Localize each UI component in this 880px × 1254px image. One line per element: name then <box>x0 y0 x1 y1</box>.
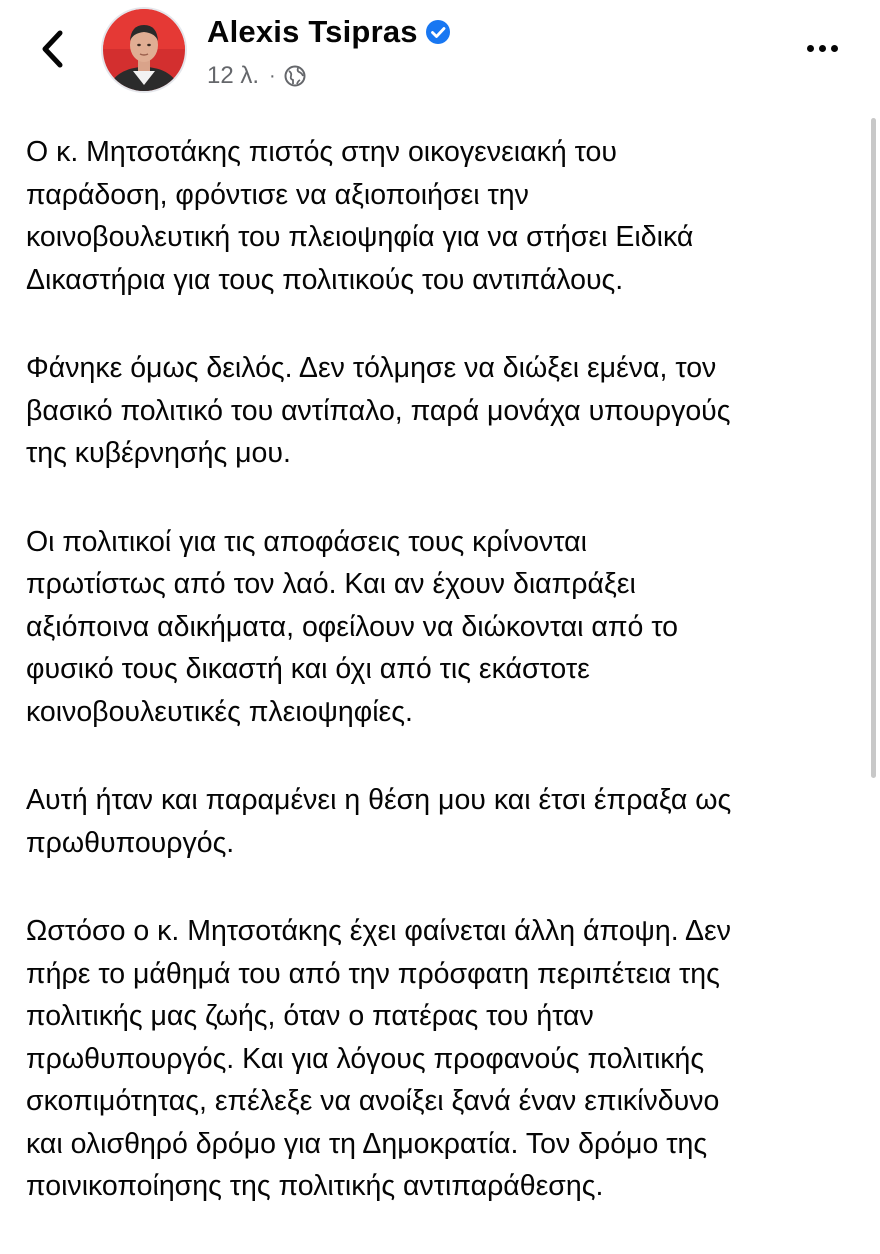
post-text <box>26 131 846 1254</box>
scrollbar[interactable] <box>871 118 876 778</box>
post-timestamp[interactable]: 12 λ. <box>207 62 260 89</box>
more-options-button[interactable] <box>800 34 844 62</box>
author-line <box>207 14 451 50</box>
avatar-photo <box>103 9 185 91</box>
verified-badge-icon <box>425 19 451 45</box>
more-horizontal-icon-dot <box>807 45 814 52</box>
back-button[interactable] <box>30 24 74 74</box>
meta-separator: · <box>269 64 276 87</box>
avatar[interactable] <box>103 9 185 91</box>
post-meta <box>207 62 306 90</box>
post-paragraph: Αυτή ήταν και παραμένει η θέση μου και έτσι έπραξα ως πρωθυπουργός. <box>26 784 732 859</box>
author-name[interactable]: Alexis Tsipras <box>207 14 418 49</box>
post-paragraph: Ωστόσο ο κ. Μητσοτάκης έχει φαίνεται άλλη άποψη. Δεν πήρε το μάθημά του από την πρόσφατη περιπέτεια της πολιτικής μας ζωής, όταν ο πατέρας του ήταν πρωθυπουργός. Και για λόγους προφανούς πολιτικής σκοπιμότητας, επέλεξε να ανοίξει ξανά έναν επικίνδυνο και ολισθηρό δρόμο για τη Δημοκρατία. Τον δρόμο της ποινικοποίησης της πολιτικής αντιπαράθεσης. <box>26 915 731 1202</box>
chevron-left-icon <box>39 29 65 69</box>
post-paragraph: Φάνηκε όμως δειλός. Δεν τόλμησε να διώξει εμένα, τον βασικό πολιτικό του αντίπαλο, παρά μονάχα υπουργούς της κυβέρνησής μου. <box>26 352 731 469</box>
post-paragraph: Ο κ. Μητσοτάκης πιστός στην οικογενειακή του παράδοση, φρόντισε να αξιοποιήσει την κοινοβουλευτική του πλειοψηφία για να στήσει Ειδικά Δικαστήρια για τους πολιτικούς του αντιπάλους. <box>26 136 694 296</box>
globe-icon[interactable] <box>284 65 306 87</box>
more-horizontal-icon-dot <box>831 45 838 52</box>
post-paragraph: Οι πολιτικοί για τις αποφάσεις τους κρίνονται πρωτίστως από τον λαό. Και αν έχουν διαπράξει αξιόποινα αδικήματα, οφείλουν να διώκονται από το φυσικό τους δικαστή και όχι από τις εκάστοτε κοινοβουλευτικές πλειοψηφίες. <box>26 525 679 728</box>
more-horizontal-icon-dot <box>819 45 826 52</box>
post-header <box>0 0 880 110</box>
